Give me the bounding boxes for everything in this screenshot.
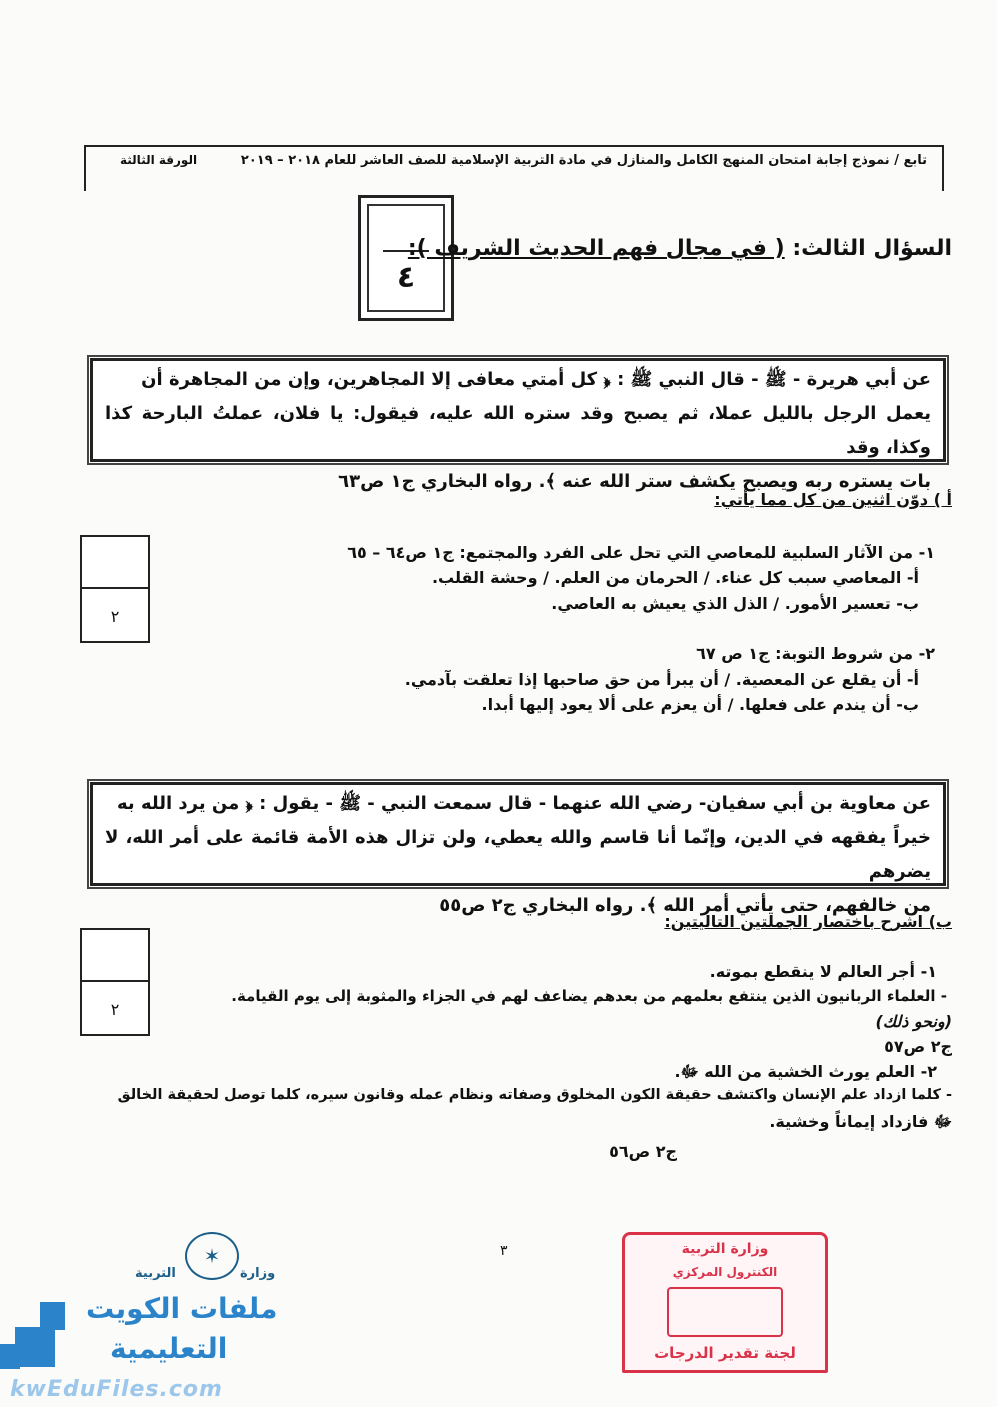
part-b-line: ج٢ ص٥٧ (884, 1037, 952, 1056)
part-b-mark-box (80, 928, 150, 1036)
part-b-line: - كلما ازداد علم الإنسان واكتشف حقيقة الكون المخلوق وصفاته ونظام عمله وقانون سيره، كلما توصل لحقيقة الخالق (117, 1087, 952, 1103)
part-b-mark: ٢ (110, 1000, 120, 1019)
part-a-item-1-line: ب- تعسير الأمور. / الذل الذي يعيش به العاصي. (551, 594, 919, 613)
part-a-heading: أ ) دوّن اثنين من كل مما يأتي: (714, 490, 952, 509)
page-number: ٣ (500, 1243, 508, 1259)
official-stamp (622, 1232, 828, 1373)
hadith2-line: من خالفهم، حتى يأتي أمر الله ﴾. رواه البخاري ج٢ ص٥٥ (439, 895, 931, 916)
part-b-line: ﷻ فازداد إيماناً وخشية. (769, 1112, 952, 1131)
part-a-mark-box (80, 535, 150, 643)
part-b-line: ١- أجر العالم لا ينقطع بموته. (709, 962, 937, 981)
question-topic: ( في مجال فهم الحديث الشريف ): (407, 236, 785, 261)
logo-line2: التعليمية (110, 1332, 228, 1365)
hadith-box-2 (90, 782, 946, 916)
hadith2-line: خيراً يفقهه في الدين، وإنّما أنا قاسم والله يعطي، ولن تزال هذه الأمة قائمة على أمر الله، لا يضرهم (105, 827, 931, 882)
question-prefix: السؤال الثالث: (784, 236, 952, 261)
part-a-item-2-line: ب- أن يندم على فعلها. / أن يعزم على ألا يعود إليها أبدا. (481, 695, 919, 714)
part-b-line: ٢- العلم يورث الخشية من الله ﷻ. (674, 1062, 937, 1081)
sheet-label: الورقة الثالثة (120, 153, 198, 167)
stamp-top-text: وزارة التربية (681, 1241, 769, 1257)
part-b-heading: ب) اشرح باختصار الجملتين التاليتين: (664, 912, 952, 931)
logo-ministry-word1: وزارة (240, 1266, 276, 1281)
logo-ministry-word2: التربية (135, 1266, 176, 1281)
site-logo (0, 1232, 300, 1407)
part-a-mark: ٢ (110, 607, 120, 626)
part-a-item-1-line: أ- المعاصي سبب كل عناء. / الحرمان من العلم. / وحشة القلب. (431, 568, 919, 587)
logo-site: kwEduFiles.com (10, 1377, 223, 1402)
part-a-item-2-line: أ- أن يقلع عن المعصية. / أن يبرأ من حق صاحبها إذا تعلقت بآدمي. (404, 670, 919, 689)
hadith1-line: يعمل الرجل بالليل عملا، ثم يصبح وقد ستره الله عليه، فيقول: يا فلان، عملتُ البارحة كذا وكذا، وقد (105, 403, 931, 458)
header-frame (84, 145, 944, 191)
hadith2-line: عن معاوية بن أبي سفيان- رضي الله عنهما - قال سمعت النبي - ﷺ - يقول : ﴿ من يرد الله به (117, 793, 931, 814)
question-grade-value: ٤ (396, 260, 416, 295)
emblem-icon: ✶ (185, 1232, 239, 1280)
stamp-middle-text: الكنترول المركزي (672, 1265, 778, 1279)
book-icon (667, 1287, 783, 1337)
part-a-item-1-title: ١- من الآثار السلبية للمعاصي التي تحل على الفرد والمجتمع: ج١ ص٦٤ – ٦٥ (347, 543, 935, 562)
question-title (408, 236, 952, 261)
header-title: تابع / نموذج إجابة امتحان المنهج الكامل والمنازل في مادة التربية الإسلامية للصف العاشر للعام ٢٠١٨ – ٢٠١٩ (240, 153, 927, 168)
stamp-bottom-text: لجنة تقدير الدرجات (654, 1344, 796, 1362)
hadith1-line: بات يستره ربه ويصبح يكشف ستر الله عنه ﴾. رواه البخاري ج١ ص٦٣ (338, 471, 931, 492)
part-b-line: ج٢ ص٥٦ (609, 1142, 677, 1161)
part-b-line: - العلماء الربانيون الذين ينتفع بعلمهم من بعدهم يضاعف لهم في الجزاء والمثوبة إلى يوم القيامة. (231, 987, 947, 1005)
part-a-item-2-title: ٢- من شروط التوبة: ج١ ص ٦٧ (696, 644, 935, 663)
part-b-line: (ونحو ذلك) (875, 1012, 952, 1031)
hadith-box-1 (90, 358, 946, 492)
logo-line1: ملفات الكويت (86, 1292, 278, 1325)
hadith1-line: عن أبي هريرة - ﷺ - قال النبي ﷺ : ﴿ كل أمتي معافى إلا المجاهرين، وإن من المجاهرة أن (141, 369, 931, 390)
